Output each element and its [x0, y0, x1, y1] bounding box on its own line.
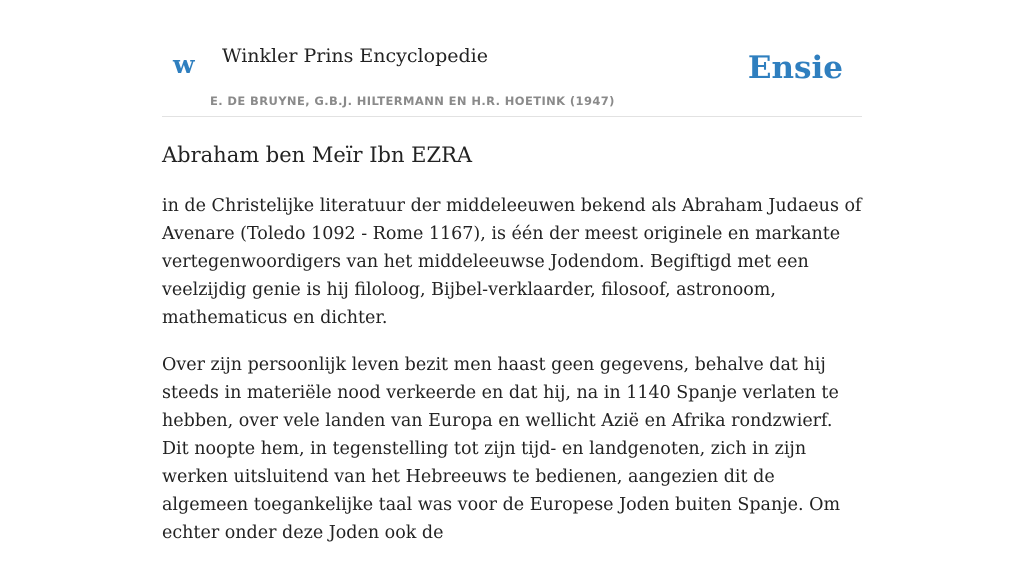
- site-header: [162, 0, 862, 117]
- encyclopedia-title[interactable]: Winkler Prins Encyclopedie: [222, 45, 488, 67]
- article-body: [162, 140, 862, 566]
- article-paragraph-2: Over zijn persoonlijk leven bezit men haast geen gegevens, behalve dat hij steeds in materiële nood verkeerde en dat hij, na in 1140 Spanje verlaten te hebben, over vele landen van Europa en wellicht Azië en Afrika rondzwierf. Dit noopte hem, in tegenstelling tot zijn tijd- en landgenoten, zich in zijn werken uitsluitend van het Hebreeuws te bedienen, aangezien dit de algemeen toegankelijke taal was voor de Europese Joden buiten Spanje. Om echter onder deze Joden ook de: [162, 355, 841, 543]
- article-paragraph-1: in de Christelijke literatuur der middeleeuwen bekend als Abraham Judaeus of Avenare (Toledo 1092 - Rome 1167), is één der meest originele en markante vertegenwoordigers van het middeleeuwse Jodendom. Begiftigd met een veelzijdig genie is hij filoloog, Bijbel-verklaarder, filosoof, astronoom, mathematicus en dichter.: [162, 196, 862, 328]
- article-headword: Abraham ben Meïr Ibn EZRA: [162, 143, 473, 167]
- authors-byline: E. DE BRUYNE, G.B.J. HILTERMANN EN H.R. HOETINK (1947): [210, 94, 615, 108]
- winkler-prins-logo-icon[interactable]: w: [173, 50, 195, 79]
- ensie-brand-logo[interactable]: Ensie: [747, 50, 843, 86]
